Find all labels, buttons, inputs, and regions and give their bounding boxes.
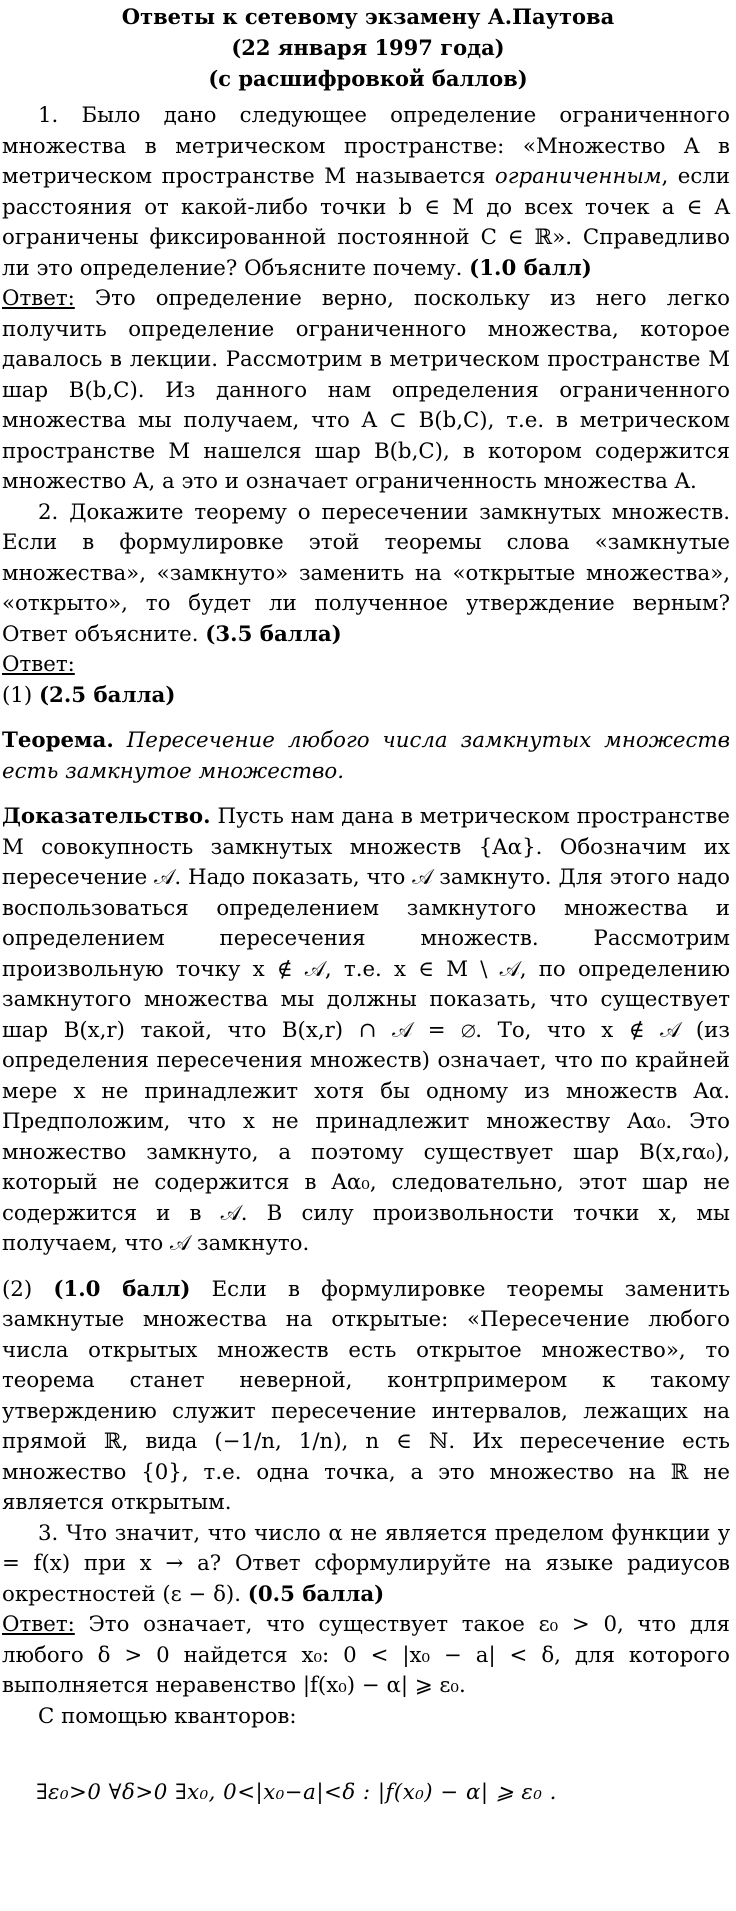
- answer-2-part1: (1) (2.5 балла): [2, 682, 176, 708]
- document-body: [2, 101, 730, 1809]
- points-3: (0.5 балла): [247, 1581, 385, 1607]
- answer-label: Ответ:: [2, 652, 75, 677]
- answer-2-label-line: [2, 650, 730, 681]
- document-title: Ответы к сетевому экзамену А.Паутова: [121, 4, 615, 29]
- quantifier-formula: ∃ε₀>0 ∀δ>0 ∃x₀, 0<|x₀−a|<δ : |f(x₀) − α| ⩾ ε₀ .: [36, 1780, 557, 1805]
- document-header: [0, 1, 736, 94]
- answer-1: Ответ: Это определение верно, поскольку из него легко получить определение ограниченного множества, которое давалось в лекции. Рассмотрим в метрическом пространстве M шар B(b,C). Из данного нам определения ограниченного множества мы получаем, что A ⊂ B(b,C), т.е. в метрическом пространстве M нашелся шар B(b,C), в котором содержится множество A, а это и означает ограниченность множества A.: [2, 286, 730, 494]
- question-2: 2. Докажите теорему о пересечении замкнутых множеств. Если в формулировке этой теоремы слова «замкнутые множества», «замкнуто» заменить на «открытые множества», «открыто», то будет ли полученное утверждение верным? Ответ объясните. (3.5 балла): [2, 499, 730, 647]
- answer-3: Ответ: Это означает, что существует такое ε₀ > 0, что для любого δ > 0 найдется x₀: 0 < |x₀ − a| < δ, для которого выполняется неравенство |f(x₀) − α| ⩾ ε₀.: [2, 1612, 730, 1698]
- question-1: 1. Было дано следующее определение ограниченного множества в метрическом пространстве: «Множество A в метрическом пространстве M называется ограниченным, если расстояния от какой-либо точки b ∈ M до всех точек a ∈ A ограничены фиксированной постоянной C ∈ ℝ». Справедливо ли это определение? Объясните почему. (1.0 балл): [2, 103, 730, 281]
- answer-label: Ответ:: [2, 286, 75, 311]
- quantifiers-label: С помощью кванторов:: [38, 1703, 297, 1729]
- term-bounded: ограниченным: [494, 164, 662, 189]
- answer-2-part2: (2) (1.0 балл) Если в формулировке теоремы заменить замкнутые множества на открытые: «Пересечение любого числа открытых множеств есть открытое множество», то теорема станет неверной, контрпримером к такому утверждению служит пересечение интервалов, лежащих на прямой ℝ, вида (−1/n, 1/n), n ∈ ℕ. Их пересечение есть множество {0}, т.е. одна точка, а это множество на ℝ не является открытым.: [2, 1276, 731, 1515]
- document-subtitle: (с расшифровкой баллов): [208, 66, 528, 91]
- points-2: (3.5 балла): [205, 621, 342, 647]
- points-1: (1.0 балл): [469, 255, 592, 281]
- question-3: 3. Что значит, что число α не является пределом функции y = f(x) при x → a? Ответ сформулируйте на языке радиусов окрестностей (ε − δ). (0.5 балла): [2, 1520, 730, 1607]
- theorem: Теорема. Пересечение любого числа замкнутых множеств есть замкнутое множество.: [2, 728, 730, 784]
- answer-label: Ответ:: [2, 1612, 75, 1637]
- proof: Доказательство. Пусть нам дана в метрическом пространстве M совокупность замкнутых множеств {Aα}. Обозначим их пересечение 𝒜. Надо показать, что 𝒜 замкнуто. Для этого надо воспользоваться определением замкнутого множества и определением пересечения множеств. Рассмотрим произвольную точку x ∉ 𝒜, т.е. x ∈ M \ 𝒜, по определению замкнутого множества мы должны показать, что существует шар B(x,r) такой, что B(x,r) ∩ 𝒜 = ∅. То, что x ∉ 𝒜 (из определения пересечения множеств) означает, что по крайней мере x не принадлежит хотя бы одному из множеств Aα. Предположим, что x не принадлежит множеству Aα₀. Это множество замкнуто, а поэтому существует шар B(x,rα₀), который не содержится в Aα₀, следовательно, этот шар не содержится и в 𝒜. В силу произвольности точки x, мы получаем, что 𝒜 замкнуто.: [2, 804, 730, 1256]
- document-date: (22 января 1997 года): [231, 35, 505, 60]
